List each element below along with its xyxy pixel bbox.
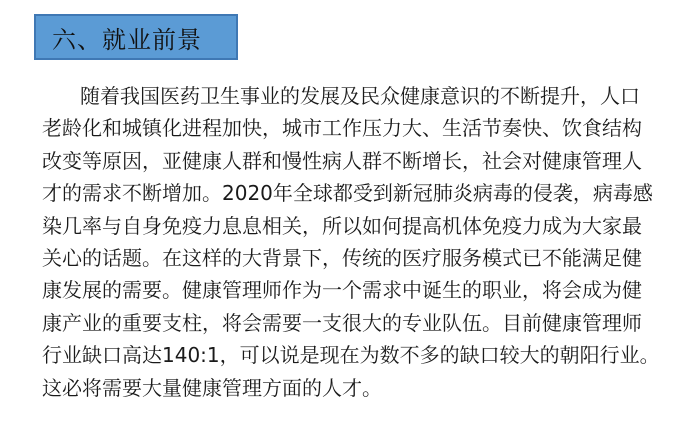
- paragraph-line: 这必将需要大量健康管理方面的人才。: [42, 375, 382, 400]
- paragraph-line: 改变等原因，亚健康人群和慢性病人群不断增长，社会对健康管理人: [42, 148, 642, 173]
- paragraph-line: 染几率与自身免疫力息息相关，所以如何提高机体免疫力成为大家最: [42, 213, 642, 238]
- paragraph-line: 才的需求不断增加。2020年全球都受到新冠肺炎病毒的侵袭，病毒感: [42, 181, 653, 206]
- paragraph-line: 关心的话题。在这样的大背景下，传统的医疗服务模式已不能满足健: [42, 245, 642, 270]
- paragraph-line: 康发展的需要。健康管理师作为一个需求中诞生的职业，将会成为健: [42, 278, 642, 303]
- body-paragraph: [42, 80, 660, 404]
- paragraph-line: 行业缺口高达140:1，可以说是现在为数不多的缺口较大的朝阳行业。: [42, 343, 660, 368]
- paragraph-line: 老龄化和城镇化进程加快，城市工作压力大、生活节奏快、饮食结构: [42, 116, 642, 141]
- section-title: 六、就业前景: [52, 25, 202, 54]
- section-header: [34, 14, 238, 60]
- paragraph-line: 康产业的重要支柱，将会需要一支很大的专业队伍。目前健康管理师: [42, 310, 642, 335]
- paragraph-line: 随着我国医药卫生事业的发展及民众健康意识的不断提升，人口: [80, 84, 640, 108]
